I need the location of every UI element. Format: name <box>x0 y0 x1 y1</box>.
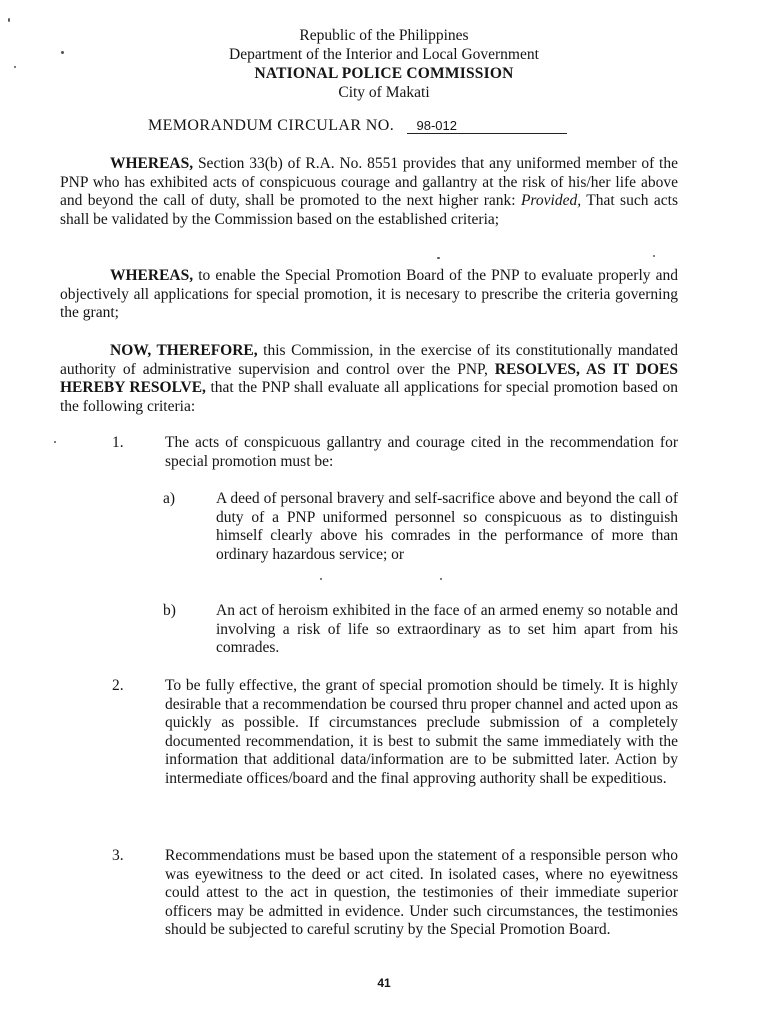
resolves-clause: RESOLVES, AS IT DOES HEREBY RESOLVE, <box>60 360 678 397</box>
criterion-2-number: 2. <box>112 677 124 694</box>
scan-speck <box>440 578 442 580</box>
criterion-3-number: 3. <box>112 847 124 864</box>
criterion-3-text: Recommendations must be based upon the statement of a responsible person who was eyewitness to the deed or act cited. In isolated cases, where no eyewitness could attest to the act in question, the testimonies of their immediate superior officers may be admitted in evidence. Under such circumstances, the testimonies should be subjected to careful scrutiny by the Special Promotion Board. <box>165 847 678 939</box>
whereas-paragraph-1 <box>60 155 678 229</box>
scan-speck <box>61 51 64 54</box>
whereas-lead-1: WHEREAS, <box>110 155 194 172</box>
memo-circular-line <box>148 117 567 135</box>
scan-speck <box>54 441 56 443</box>
whereas-lead-2: WHEREAS, <box>110 267 194 284</box>
criterion-1a-label: a) <box>163 490 176 507</box>
criterion-1b-text: An act of heroism exhibited in the face of an armed enemy so notable and involving a risk of life so extraordinary as to set him apart from his comrades. <box>216 602 678 657</box>
scan-speck <box>8 18 10 22</box>
provided-clause: Provided, <box>520 192 582 210</box>
header-city: City of Makati <box>338 84 430 101</box>
page-number: 41 <box>377 976 391 990</box>
header-commission: NATIONAL POLICE COMMISSION <box>254 65 514 82</box>
scan-speck <box>437 257 440 259</box>
header-republic: Republic of the Philippines <box>299 27 469 44</box>
memo-number: 98-012 <box>407 118 567 134</box>
header-department: Department of the Interior and Local Government <box>229 46 539 63</box>
resolution-text-b: that the PNP shall evaluate all applications for special promotion based on the following criteria: <box>60 379 678 415</box>
resolution-text-a: this Commission, in the exercise of its constitutionally mandated authority of administrative supervision and control over the PNP, <box>60 342 678 378</box>
criterion-1-number: 1. <box>112 434 124 451</box>
whereas-text-1b: That such acts shall be validated by the Commission based on the established criteria; <box>60 192 678 228</box>
resolution-paragraph <box>60 342 678 416</box>
scan-speck <box>14 66 16 68</box>
criterion-2-text: To be fully effective, the grant of special promotion should be timely. It is highly desirable that a recommendation be coursed thru proper channel and acted upon as quickly as possible. If circumstances preclude submission of a completely documented recommendation, it is best to submit the same immediately with the information that additional data/information are to be submitted later. Action by intermediate offices/board and the final approving authority shall be expeditious. <box>165 677 678 787</box>
now-therefore-lead: NOW, THEREFORE, <box>110 342 258 359</box>
criterion-1a-text: A deed of personal bravery and self-sacrifice above and beyond the call of duty of a PNP uniformed personnel so conspicuous as to distinguish himself clearly above his comrades in the performance of more than ordinary hazardous service; or <box>216 490 678 563</box>
memo-label: MEMORANDUM CIRCULAR NO. <box>148 117 395 134</box>
whereas-paragraph-2 <box>60 267 678 323</box>
whereas-text-2: to enable the Special Promotion Board of the PNP to evaluate properly and objectively all applications for special promotion, it is necesary to prescribe the criteria governing the grant; <box>60 267 678 322</box>
criterion-1b-label: b) <box>163 602 176 619</box>
criterion-1-text: The acts of conspicuous gallantry and courage cited in the recommendation for special promotion must be: <box>165 434 678 470</box>
letterhead <box>0 26 768 102</box>
whereas-text-1a: Section 33(b) of R.A. No. 8551 provides that any uniformed member of the PNP who has exhibited acts of conspicuous courage and gallantry at the risk of his/her life above and beyond the call of duty, shall be promoted to the next higher rank: <box>60 155 678 210</box>
scan-speck <box>320 578 322 580</box>
scan-speck <box>653 255 655 257</box>
